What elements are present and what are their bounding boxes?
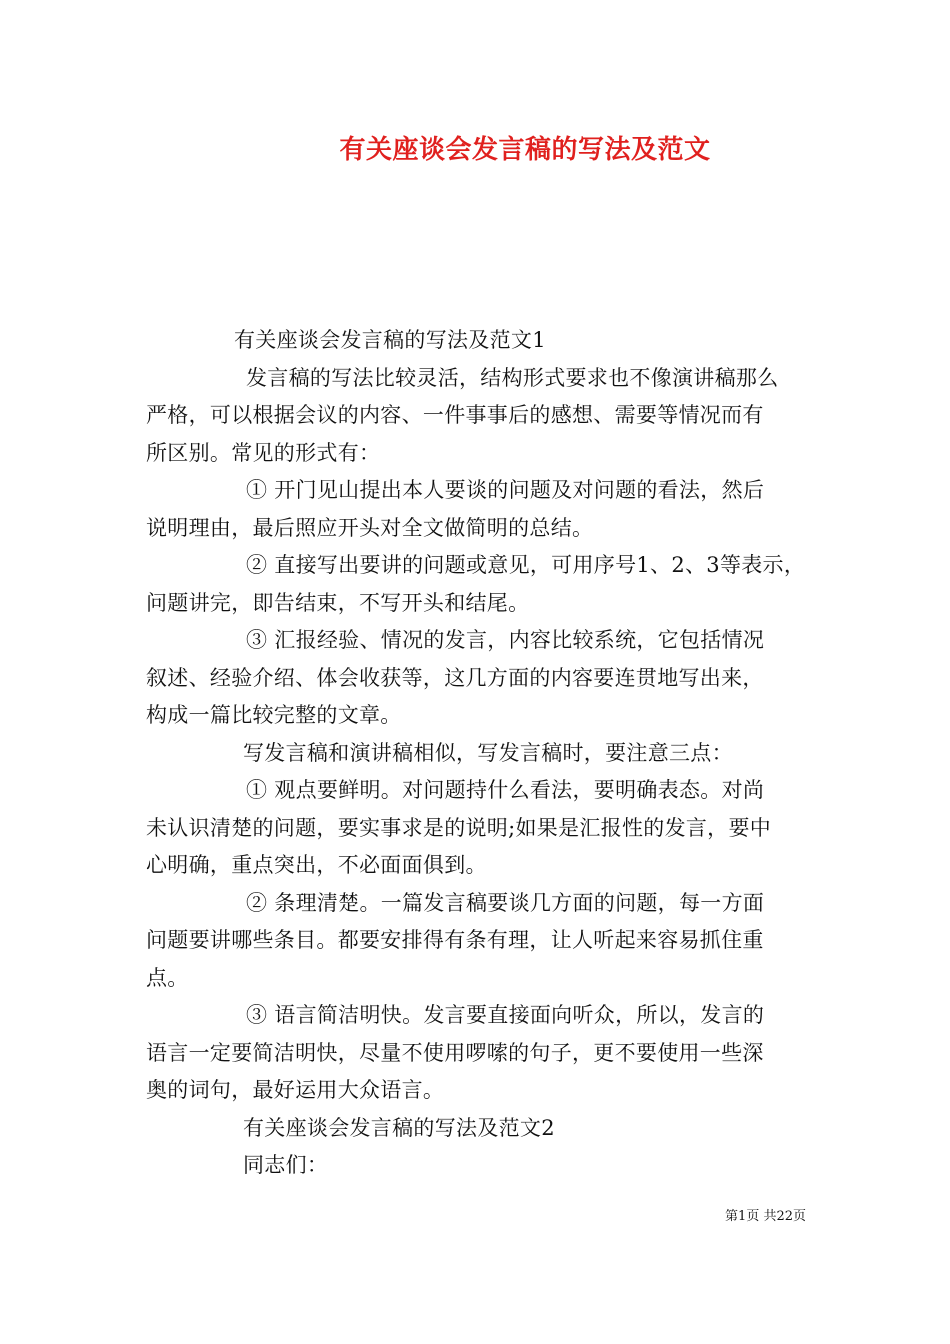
page-number-footer: 第1页 共22页 xyxy=(725,1209,806,1224)
text-line: 严格，可以根据会议的内容、一件事事后的感想、需要等情况而有 xyxy=(146,403,764,427)
text-line: ③ 语言简洁明快。发言要直接面向听众，所以，发言的 xyxy=(246,1003,765,1027)
text-line: 语言一定要简洁明快，尽量不使用啰嗦的句子，更不要使用一些深 xyxy=(146,1040,764,1065)
text-line: ③ 汇报经验、情况的发言，内容比较系统，它包括情况 xyxy=(246,628,765,652)
text-line: 奥的词句，最好运用大众语言。 xyxy=(146,1078,445,1102)
text-line: 发言稿的写法比较灵活，结构形式要求也不像演讲稿那么 xyxy=(246,365,779,390)
text-line: 构成一篇比较完整的文章。 xyxy=(146,703,402,727)
text-line: ② 条理清楚。一篇发言稿要谈几方面的问题，每一方面 xyxy=(246,890,765,915)
text-line: ① 观点要鲜明。对问题持什么看法，要明确表态。对尚 xyxy=(246,778,765,802)
text-line: 问题要讲哪些条目。都要安排得有条有理，让人听起来容易抓住重 xyxy=(146,928,764,952)
text-line: 点。 xyxy=(146,965,189,990)
text-line: 同志们： xyxy=(243,1153,329,1177)
text-line: 说明理由，最后照应开头对全文做简明的总结。 xyxy=(146,515,594,540)
text-line: 问题讲完，即告结束，不写开头和结尾。 xyxy=(146,590,530,615)
text-line: 叙述、经验介绍、体会收获等，这几方面的内容要连贯地写出来， xyxy=(146,665,764,690)
document-body xyxy=(146,322,810,1185)
text-line: ② 直接写出要讲的问题或意见，可用序号1、2、3等表示， xyxy=(246,553,806,577)
text-line: 写发言稿和演讲稿相似，写发言稿时，要注意三点： xyxy=(243,740,733,765)
document-title: 有关座谈会发言稿的写法及范文 xyxy=(339,135,711,165)
text-line: 未认识清楚的问题，要实事求是的说明;如果是汇报性的发言，要中 xyxy=(146,815,772,840)
text-line: 心明确，重点突出，不必面面俱到。 xyxy=(146,853,487,877)
text-line: 有关座谈会发言稿的写法及范文2 xyxy=(243,1115,555,1140)
text-line: ① 开门见山提出本人要谈的问题及对问题的看法，然后 xyxy=(246,478,765,502)
text-line: 所区别。常见的形式有： xyxy=(146,440,381,465)
text-line: 有关座谈会发言稿的写法及范文1 xyxy=(234,328,546,352)
